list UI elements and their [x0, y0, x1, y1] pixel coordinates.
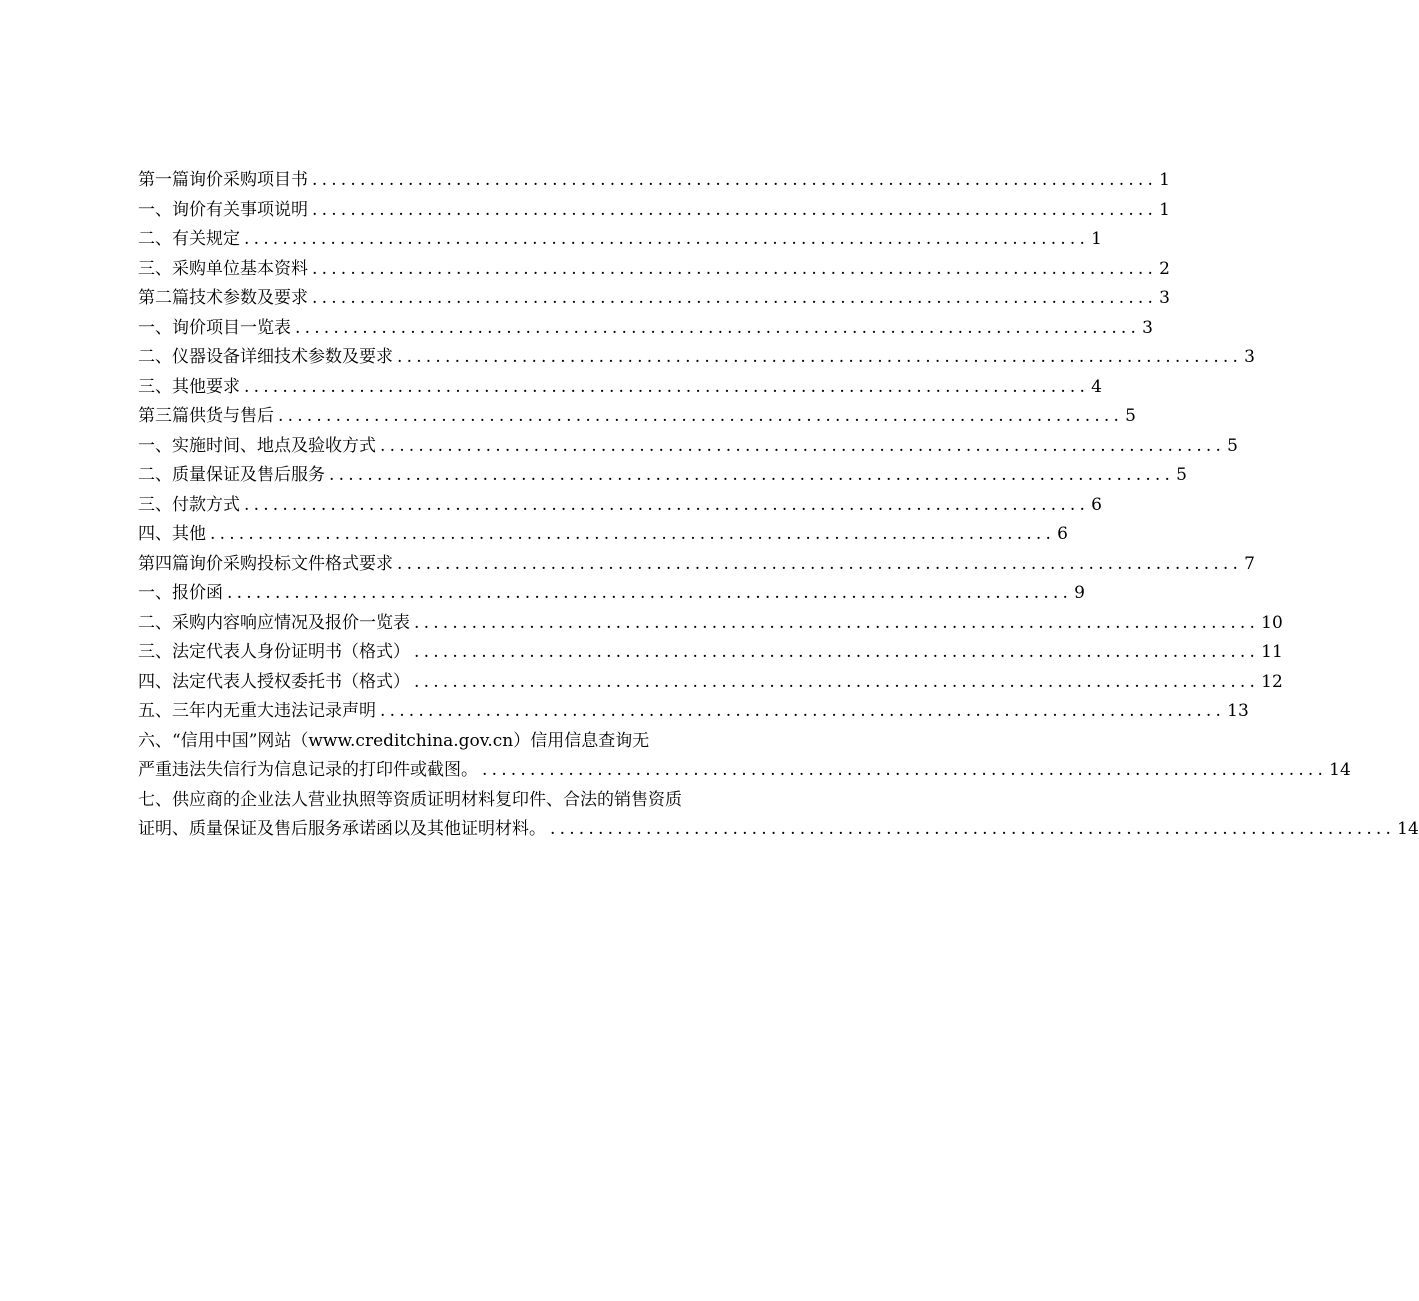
toc-entry[interactable]: [138, 609, 1283, 639]
table-of-contents: [138, 166, 1419, 845]
toc-dot-leader: ........................................................................................: [482, 760, 1328, 780]
toc-dot-leader: ........................................................................................: [380, 435, 1226, 456]
toc-entry[interactable]: [138, 520, 1068, 550]
toc-entry[interactable]: [138, 638, 1283, 668]
toc-entry-title: 二、质量保证及售后服务: [138, 465, 325, 485]
toc-entry-title: 第三篇供货与售后: [138, 406, 274, 426]
toc-dot-leader: ........................................................................................: [244, 229, 1090, 249]
toc-entry-page: 4: [1091, 376, 1102, 397]
toc-entry-page: 11: [1261, 642, 1283, 662]
toc-dot-leader: ........................................................................................: [312, 258, 1158, 279]
toc-entry-title: 二、采购内容响应情况及报价一览表: [138, 612, 410, 633]
toc-entry-page: 3: [1244, 347, 1255, 367]
toc-entry-page: 12: [1261, 671, 1283, 692]
toc-entry-page: 1: [1159, 199, 1170, 220]
toc-entry-page: 1: [1091, 229, 1102, 249]
toc-dot-leader: ........................................................................................: [397, 553, 1243, 574]
toc-entry-page: 1: [1159, 170, 1170, 190]
toc-entry-title: 三、采购单位基本资料: [138, 258, 308, 279]
toc-entry[interactable]: [138, 697, 1249, 727]
toc-entry-page: 2: [1159, 258, 1170, 279]
toc-dot-leader: ........................................................................................: [312, 170, 1158, 190]
toc-dot-leader: ........................................................................................: [312, 199, 1158, 220]
toc-entry[interactable]: [138, 343, 1255, 373]
toc-entry[interactable]: [138, 668, 1283, 698]
toc-entry-title: 一、询价有关事项说明: [138, 199, 308, 220]
toc-entry[interactable]: [138, 491, 1102, 521]
toc-entry-page: 6: [1091, 494, 1102, 515]
toc-dot-leader: ........................................................................................: [414, 671, 1260, 692]
toc-entry-title: 第二篇技术参数及要求: [138, 288, 308, 308]
toc-entry-title: 三、其他要求: [138, 376, 240, 397]
toc-dot-leader: ........................................................................................: [414, 642, 1260, 662]
toc-entry[interactable]: [138, 255, 1170, 285]
toc-entry-title: 二、仪器设备详细技术参数及要求: [138, 347, 393, 367]
toc-entry-wrapped[interactable]: [138, 727, 1351, 786]
toc-entry-title: 五、三年内无重大违法记录声明: [138, 701, 376, 721]
toc-entry-title: 四、其他: [138, 524, 206, 544]
toc-entry-page: 3: [1142, 317, 1153, 338]
toc-entry[interactable]: [138, 166, 1170, 196]
toc-dot-leader: ........................................................................................: [244, 376, 1090, 397]
toc-entry[interactable]: [138, 432, 1238, 462]
toc-dot-leader: ........................................................................................: [312, 288, 1158, 308]
toc-entry[interactable]: [138, 402, 1136, 432]
toc-dot-leader: ........................................................................................: [227, 583, 1073, 603]
toc-entry-wrapped[interactable]: [138, 786, 1419, 845]
toc-dot-leader: ........................................................................................: [414, 612, 1260, 633]
toc-entry-page: 14: [1397, 819, 1419, 839]
toc-entry-last-line: [138, 815, 1419, 845]
toc-dot-leader: ........................................................................................: [278, 406, 1124, 426]
toc-entry-title-line1: 六、“信用中国”网站（www.creditchina.gov.cn）信用信息查询无: [138, 730, 650, 751]
toc-dot-leader: ........................................................................................: [397, 347, 1243, 367]
toc-entry-title: 一、报价函: [138, 583, 223, 603]
toc-entry-page: 7: [1244, 553, 1255, 574]
toc-entry-title: 一、询价项目一览表: [138, 317, 291, 338]
toc-dot-leader: ........................................................................................: [550, 819, 1396, 839]
toc-dot-leader: ........................................................................................: [244, 494, 1090, 515]
toc-dot-leader: ........................................................................................: [380, 701, 1226, 721]
toc-entry-title: 三、付款方式: [138, 494, 240, 515]
toc-entry-page: 13: [1227, 701, 1249, 721]
toc-entry-page: 14: [1329, 760, 1351, 780]
toc-entry-page: 5: [1227, 435, 1238, 456]
toc-dot-leader: ........................................................................................: [210, 524, 1056, 544]
toc-dot-leader: ........................................................................................: [295, 317, 1141, 338]
toc-entry-title: 一、实施时间、地点及验收方式: [138, 435, 376, 456]
toc-entry-page: 3: [1159, 288, 1170, 308]
toc-entry[interactable]: [138, 461, 1187, 491]
toc-entry[interactable]: [138, 314, 1153, 344]
toc-entry[interactable]: [138, 225, 1102, 255]
toc-entry-title: 第四篇询价采购投标文件格式要求: [138, 553, 393, 574]
toc-entry[interactable]: [138, 196, 1170, 226]
toc-entry-page: 9: [1074, 583, 1085, 603]
toc-entry-title: 四、法定代表人授权委托书（格式）: [138, 671, 410, 692]
toc-entry-title: 二、有关规定: [138, 229, 240, 249]
toc-entry-page: 5: [1125, 406, 1136, 426]
toc-entry-title-line2: 严重违法失信行为信息记录的打印件或截图。: [138, 760, 478, 780]
toc-entry[interactable]: [138, 284, 1170, 314]
toc-entry-last-line: [138, 756, 1351, 786]
toc-entry[interactable]: [138, 579, 1085, 609]
toc-dot-leader: ........................................................................................: [329, 465, 1175, 485]
toc-entry-title: 第一篇询价采购项目书: [138, 170, 308, 190]
toc-entry-title: 三、法定代表人身份证明书（格式）: [138, 642, 410, 662]
toc-entry-page: 6: [1057, 524, 1068, 544]
toc-entry-page: 5: [1176, 465, 1187, 485]
toc-entry-title-line2: 证明、质量保证及售后服务承诺函以及其他证明材料。: [138, 819, 546, 839]
toc-entry-title-line1: 七、供应商的企业法人营业执照等资质证明材料复印件、合法的销售资质: [138, 789, 682, 810]
toc-entry-page: 10: [1261, 612, 1283, 633]
toc-entry[interactable]: [138, 373, 1102, 403]
toc-entry[interactable]: [138, 550, 1255, 580]
